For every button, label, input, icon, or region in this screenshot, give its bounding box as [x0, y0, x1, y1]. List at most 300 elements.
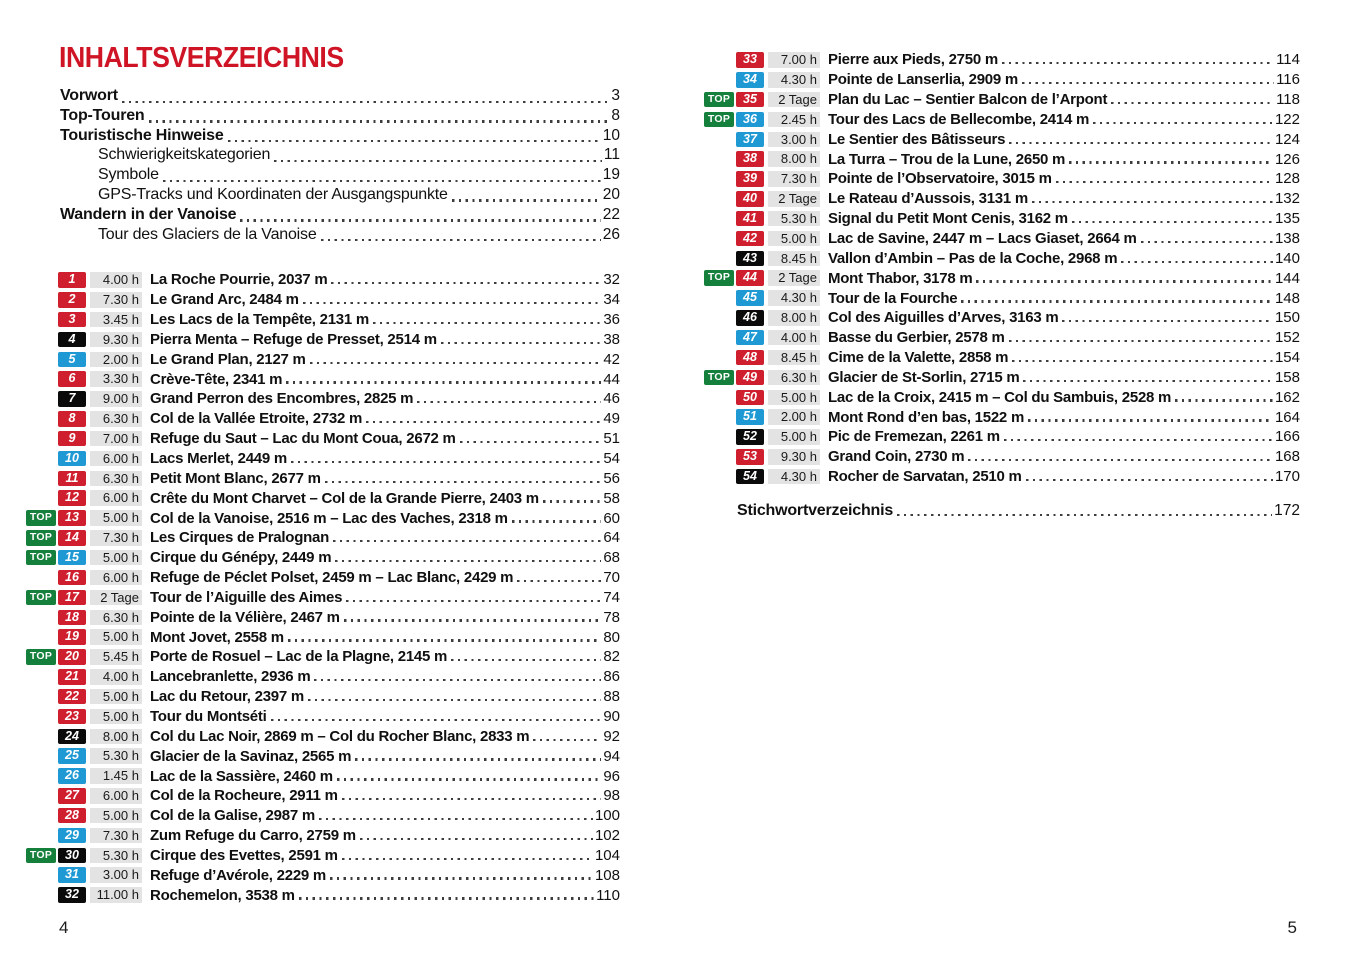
tour-page-number: 60: [603, 509, 620, 527]
tour-page-number: 68: [603, 549, 620, 567]
tour-row: [26, 429, 620, 449]
tour-time: 7.00 h: [90, 431, 142, 447]
tour-title: Tour des Lacs de Bellecombe, 2414 m: [828, 110, 1090, 128]
dot-leader: [319, 818, 593, 820]
tour-page-number: 90: [603, 707, 620, 725]
tour-number-badge: 34: [736, 72, 764, 88]
dot-leader: [1002, 62, 1274, 64]
tour-row: [26, 667, 620, 687]
dot-leader: [308, 699, 601, 701]
tour-time: 4.00 h: [768, 330, 820, 346]
tour-title: Zum Refuge du Carro, 2759 m: [150, 827, 356, 845]
tour-title: Pointe de la Vélière, 2467 m: [150, 608, 340, 626]
tour-number-badge: 8: [58, 411, 86, 427]
tour-number-badge: 11: [58, 471, 86, 487]
tour-page-number: 148: [1274, 289, 1300, 307]
tour-page-number: 150: [1274, 309, 1300, 327]
tour-title: Col du Lac Noir, 2869 m – Col du Rocher Blanc, 2833 m: [150, 727, 530, 745]
tour-time: 5.30 h: [768, 211, 820, 227]
tour-time: 5.00 h: [768, 429, 820, 445]
tour-page-number: 42: [603, 350, 620, 368]
intro-label: GPS-Tracks und Koordinaten der Ausgangspunkte: [98, 185, 448, 203]
tour-time: 6.30 h: [90, 411, 142, 427]
tour-page-number: 154: [1274, 349, 1300, 367]
tour-row: [26, 349, 620, 369]
intro-page-number: 10: [602, 126, 620, 144]
tour-number-badge: 45: [736, 290, 764, 306]
tour-page-number: 94: [603, 747, 620, 765]
intro-list: [60, 87, 620, 245]
tour-page-number: 116: [1276, 71, 1300, 89]
intro-page-number: 8: [611, 106, 620, 124]
tour-title: Crève-Tête, 2341 m: [150, 370, 283, 388]
tour-row: [704, 447, 1300, 467]
tour-row: [26, 786, 620, 806]
tour-time: 8.00 h: [90, 729, 142, 745]
tour-title: Les Cirques de Pralognan: [150, 529, 330, 547]
tour-page-number: 162: [1274, 388, 1300, 406]
tour-row: [704, 387, 1300, 407]
tour-time: 9.30 h: [90, 332, 142, 348]
dot-leader: [1093, 122, 1273, 124]
tour-page-number: 44: [603, 370, 620, 388]
tour-row: [704, 149, 1300, 169]
tour-number-badge: 27: [58, 788, 86, 804]
tour-row: [704, 427, 1300, 447]
index-entry: [737, 502, 1300, 520]
dot-leader: [333, 540, 601, 542]
index-label: Stichwortverzeichnis: [737, 502, 894, 519]
tour-number-badge: 6: [58, 371, 86, 387]
tour-number-badge: 43: [736, 251, 764, 267]
tour-number-badge: 25: [58, 748, 86, 764]
tour-time: 3.30 h: [90, 371, 142, 387]
tour-time: 8.00 h: [768, 151, 820, 167]
tour-title: Col de la Rocheure, 2911 m: [150, 787, 338, 805]
tour-row: [26, 826, 620, 846]
tour-time: 3.45 h: [90, 312, 142, 328]
tour-time: 7.30 h: [90, 828, 142, 844]
toc-intro-row: [60, 127, 620, 147]
tour-row: [26, 885, 620, 905]
tour-title: Lac de la Sassière, 2460 m: [150, 767, 333, 785]
tour-title: Refuge de Péclet Polset, 2459 m – Lac Blanc, 2429 m: [150, 569, 514, 587]
tour-title: Le Sentier des Bâtisseurs: [828, 130, 1006, 148]
tour-page-number: 168: [1274, 448, 1300, 466]
tour-title: Lac de Savine, 2447 m – Lacs Giaset, 2664 m: [828, 230, 1137, 248]
tour-title: Pointe de Lanserlia, 2909 m: [828, 71, 1019, 89]
tour-time: 4.30 h: [768, 469, 820, 485]
top-badge: TOP: [26, 649, 56, 665]
tour-time: 6.00 h: [90, 451, 142, 467]
tour-page-number: 100: [594, 807, 620, 825]
dot-leader: [451, 659, 601, 661]
tour-time: 8.45 h: [768, 251, 820, 267]
dot-leader: [1004, 439, 1273, 441]
dot-leader: [346, 600, 601, 602]
tour-page-number: 78: [603, 608, 620, 626]
dot-leader: [452, 199, 601, 201]
page-title: INHALTSVERZEICHNIS: [59, 42, 344, 74]
tour-title: Tour de la Fourche: [828, 289, 958, 307]
tour-page-number: 34: [603, 291, 620, 309]
tour-title: Le Rateau d’Aussois, 3131 m: [828, 190, 1028, 208]
dot-leader: [303, 302, 602, 304]
intro-label: Vorwort: [60, 87, 118, 104]
tour-time: 4.00 h: [90, 272, 142, 288]
tour-page-number: 86: [603, 668, 620, 686]
dot-leader: [271, 719, 602, 721]
tour-title: La Turra – Trou de la Lune, 2650 m: [828, 150, 1066, 168]
tour-time: 4.00 h: [90, 669, 142, 685]
tour-number-badge: 54: [736, 469, 764, 485]
intro-page-number: 19: [602, 166, 620, 184]
dot-leader: [240, 219, 600, 221]
tour-time: 7.30 h: [90, 292, 142, 308]
tour-page-number: 32: [603, 271, 620, 289]
tour-number-badge: 41: [736, 211, 764, 227]
intro-label: Touristische Hinweise: [60, 126, 224, 144]
tour-title: Glacier de la Savinaz, 2565 m: [150, 747, 352, 765]
tour-title: Mont Rond d’en bas, 1522 m: [828, 408, 1025, 426]
tour-row: [704, 348, 1300, 368]
toc-intro-row: [60, 107, 620, 127]
tour-row: [704, 189, 1300, 209]
dot-leader: [1062, 320, 1273, 322]
tour-page-number: 92: [603, 727, 620, 745]
intro-page-number: 26: [602, 225, 620, 243]
tour-page-number: 152: [1274, 329, 1300, 347]
tour-row: [26, 746, 620, 766]
tour-number-badge: 33: [736, 52, 764, 68]
tour-time: 9.00 h: [90, 391, 142, 407]
tour-title: Pierra Menta – Refuge de Presset, 2514 m: [150, 330, 437, 348]
tour-number-badge: 46: [736, 310, 764, 326]
dot-leader: [335, 560, 601, 562]
dot-leader: [291, 461, 601, 463]
tour-page-number: 46: [603, 390, 620, 408]
dot-leader: [149, 120, 610, 122]
tour-page-number: 64: [603, 529, 620, 547]
toc-intro-row: [60, 206, 620, 226]
tour-time: 7.30 h: [768, 171, 820, 187]
tour-page-number: 114: [1276, 51, 1300, 69]
tour-number-badge: 35: [736, 92, 764, 108]
tour-number-badge: 2: [58, 292, 86, 308]
tour-number-badge: 38: [736, 151, 764, 167]
tour-title: Lac du Retour, 2397 m: [150, 688, 304, 706]
tour-row: [704, 50, 1300, 70]
tour-number-badge: 26: [58, 768, 86, 784]
tour-title: Le Grand Plan, 2127 m: [150, 350, 306, 368]
tour-row: [26, 865, 620, 885]
tour-number-badge: 21: [58, 669, 86, 685]
dot-leader: [1069, 161, 1273, 163]
tour-time: 7.00 h: [768, 52, 820, 68]
tour-time: 5.00 h: [768, 231, 820, 247]
tour-row: [704, 407, 1300, 427]
dot-leader: [1009, 142, 1273, 144]
dot-leader: [325, 481, 602, 483]
dot-leader: [1023, 380, 1273, 382]
tour-title: Rocher de Sarvatan, 2510 m: [828, 468, 1022, 486]
tour-row: [704, 467, 1300, 487]
tour-row: [704, 268, 1300, 288]
tour-title: Col de la Vanoise, 2516 m – Lac des Vaches, 2318 m: [150, 509, 508, 527]
dot-leader: [460, 441, 602, 443]
tour-row: [26, 488, 620, 508]
tour-title: Refuge du Saut – Lac du Mont Coua, 2672 m: [150, 430, 456, 448]
tour-page-number: 164: [1274, 408, 1300, 426]
tour-row: [704, 328, 1300, 348]
tour-time: 8.45 h: [768, 350, 820, 366]
tour-time: 5.00 h: [90, 709, 142, 725]
tour-page-number: 104: [594, 846, 620, 864]
tour-time: 2 Tage: [768, 92, 820, 108]
tour-page-number: 124: [1274, 130, 1300, 148]
tour-number-badge: 15: [58, 550, 86, 566]
intro-label: Schwierigkeitskategorien: [98, 146, 271, 164]
tour-number-badge: 32: [58, 887, 86, 903]
tour-time: 6.30 h: [768, 370, 820, 386]
top-badge: TOP: [704, 112, 734, 128]
tour-row: [704, 129, 1300, 149]
tour-time: 2 Tage: [768, 270, 820, 286]
tour-page-number: 98: [603, 787, 620, 805]
tour-row: [26, 270, 620, 290]
intro-label: Top-Touren: [60, 106, 145, 124]
tour-number-badge: 29: [58, 828, 86, 844]
top-badge: TOP: [704, 370, 734, 386]
tour-title: Basse du Gerbier, 2578 m: [828, 329, 1005, 347]
top-badge: TOP: [26, 510, 56, 526]
tour-title: Glacier de St-Sorlin, 2715 m: [828, 368, 1020, 386]
tour-title: Rochemelon, 3538 m: [150, 886, 295, 904]
tour-time: 2.00 h: [768, 409, 820, 425]
tour-number-badge: 49: [736, 370, 764, 386]
tour-list-left: [26, 270, 620, 905]
tour-page-number: 128: [1274, 170, 1300, 188]
toc-intro-row: [60, 87, 620, 107]
tour-page-number: 102: [594, 827, 620, 845]
tour-row: [26, 449, 620, 469]
tour-title: Grand Coin, 2730 m: [828, 448, 965, 466]
tour-time: 5.30 h: [90, 748, 142, 764]
toc-intro-row: [60, 146, 620, 166]
dot-leader: [286, 381, 601, 383]
dot-leader: [330, 877, 593, 879]
dot-leader: [1012, 360, 1273, 362]
tour-page-number: 135: [1274, 210, 1300, 228]
tour-time: 3.00 h: [90, 867, 142, 883]
tour-time: 4.30 h: [768, 72, 820, 88]
tour-number-badge: 4: [58, 332, 86, 348]
page-folio-left: 4: [59, 918, 69, 937]
tour-number-badge: 19: [58, 629, 86, 645]
dot-leader: [517, 580, 601, 582]
tour-number-badge: 30: [58, 848, 86, 864]
tour-page-number: 144: [1274, 269, 1300, 287]
tour-row: [26, 409, 620, 429]
tour-time: 2 Tage: [90, 590, 142, 606]
dot-leader: [342, 858, 593, 860]
tour-row: [26, 647, 620, 667]
tour-row: [26, 607, 620, 627]
dot-leader: [342, 798, 602, 800]
tour-page-number: 108: [594, 866, 620, 884]
tour-title: Tour de l’Aiguille des Aimes: [150, 588, 343, 606]
top-badge: TOP: [26, 550, 56, 566]
tour-row: [26, 389, 620, 409]
top-badge: TOP: [704, 92, 734, 108]
tour-page-number: 132: [1274, 190, 1300, 208]
tour-page-number: 54: [603, 450, 620, 468]
toc-intro-row: [60, 226, 620, 246]
dot-leader: [344, 619, 602, 621]
tour-number-badge: 12: [58, 490, 86, 506]
tour-page-number: 166: [1274, 428, 1300, 446]
tour-time: 1.45 h: [90, 768, 142, 784]
tour-number-badge: 39: [736, 171, 764, 187]
tour-page-number: 58: [603, 489, 620, 507]
tour-number-badge: 17: [58, 590, 86, 606]
tour-time: 5.00 h: [90, 808, 142, 824]
dot-leader: [314, 679, 601, 681]
tour-number-badge: 50: [736, 390, 764, 406]
tour-number-badge: 10: [58, 451, 86, 467]
tour-title: Mont Thabor, 3178 m: [828, 269, 973, 287]
tour-time: 6.00 h: [90, 788, 142, 804]
tour-number-badge: 36: [736, 112, 764, 128]
tour-title: Col de la Vallée Etroite, 2732 m: [150, 410, 363, 428]
tour-page-number: 38: [603, 330, 620, 348]
dot-leader: [1072, 221, 1273, 223]
tour-time: 6.00 h: [90, 570, 142, 586]
tour-row: [26, 290, 620, 310]
tour-title: Crête du Mont Charvet – Col de la Grande Pierre, 2403 m: [150, 489, 539, 507]
tour-title: Petit Mont Blanc, 2677 m: [150, 469, 321, 487]
intro-page-number: 22: [602, 205, 620, 223]
tour-time: 6.00 h: [90, 490, 142, 506]
tour-title: Cirque des Evettes, 2591 m: [150, 846, 338, 864]
tour-title: Pic de Fremezan, 2261 m: [828, 428, 1000, 446]
tour-number-badge: 24: [58, 729, 86, 745]
tour-title: Col de la Galise, 2987 m: [150, 807, 315, 825]
top-badge: TOP: [704, 270, 734, 286]
tour-row: [26, 310, 620, 330]
tour-number-badge: 44: [736, 270, 764, 286]
tour-time: 6.30 h: [90, 610, 142, 626]
tour-number-badge: 16: [58, 570, 86, 586]
tour-time: 2.00 h: [90, 352, 142, 368]
tour-number-badge: 31: [58, 867, 86, 883]
dot-leader: [299, 897, 594, 899]
tour-time: 6.30 h: [90, 471, 142, 487]
tour-number-badge: 23: [58, 709, 86, 725]
tour-page-number: 170: [1274, 468, 1300, 486]
dot-leader: [274, 160, 602, 162]
tour-page-number: 56: [603, 469, 620, 487]
tour-page-number: 70: [603, 569, 620, 587]
tour-number-badge: 22: [58, 689, 86, 705]
tour-row: [26, 548, 620, 568]
intro-label: Tour des Glaciers de la Vanoise: [98, 225, 317, 243]
tour-row: [704, 90, 1300, 110]
dot-leader: [373, 322, 601, 324]
tour-number-badge: 9: [58, 431, 86, 447]
tour-time: 2 Tage: [768, 191, 820, 207]
tour-title: Pointe de l’Observatoire, 3015 m: [828, 170, 1052, 188]
dot-leader: [337, 778, 602, 780]
tour-title: Mont Jovet, 2558 m: [150, 628, 284, 646]
dot-leader: [310, 362, 602, 364]
tour-row: [26, 369, 620, 389]
tour-row: [26, 528, 620, 548]
tour-time: 5.00 h: [90, 510, 142, 526]
dot-leader: [360, 838, 593, 840]
tour-time: 7.30 h: [90, 530, 142, 546]
dot-leader: [355, 758, 601, 760]
intro-label: Wandern in der Vanoise: [60, 205, 237, 223]
dot-leader: [1009, 340, 1273, 342]
tour-number-badge: 51: [736, 409, 764, 425]
tour-number-badge: 42: [736, 231, 764, 247]
tour-time: 5.30 h: [90, 848, 142, 864]
tour-title: Porte de Rosuel – Lac de la Plagne, 2145 m: [150, 648, 448, 666]
tour-title: Les Lacs de la Tempête, 2131 m: [150, 311, 370, 329]
top-badge: TOP: [26, 848, 56, 864]
dot-leader: [1026, 479, 1273, 481]
tour-row: [26, 845, 620, 865]
tour-title: Grand Perron des Encombres, 2825 m: [150, 390, 414, 408]
dot-leader: [976, 280, 1273, 282]
dot-leader: [1056, 181, 1273, 183]
tour-time: 5.00 h: [90, 629, 142, 645]
dot-leader: [122, 101, 610, 103]
tour-title: Refuge d’Avérole, 2229 m: [150, 866, 327, 884]
dot-leader: [1028, 419, 1273, 421]
tour-title: Lacs Merlet, 2449 m: [150, 450, 287, 468]
dot-leader: [417, 401, 601, 403]
dot-leader: [331, 282, 601, 284]
tour-number-badge: 5: [58, 352, 86, 368]
tour-page-number: 82: [603, 648, 620, 666]
tour-time: 5.00 h: [90, 689, 142, 705]
tour-number-badge: 37: [736, 132, 764, 148]
tour-time: 3.00 h: [768, 132, 820, 148]
dot-leader: [366, 421, 601, 423]
tour-time: 9.30 h: [768, 449, 820, 465]
tour-page-number: 138: [1274, 230, 1300, 248]
tour-page-number: 36: [603, 311, 620, 329]
intro-page-number: 11: [603, 146, 620, 164]
intro-label: Symbole: [98, 166, 159, 184]
tour-row: [26, 468, 620, 488]
tour-title: Pierre aux Pieds, 2750 m: [828, 51, 998, 69]
tour-title: Cime de la Valette, 2858 m: [828, 349, 1009, 367]
dot-leader: [321, 239, 601, 241]
tour-row: [26, 627, 620, 647]
tour-row: [704, 229, 1300, 249]
tour-time: 5.00 h: [90, 550, 142, 566]
tour-row: [704, 110, 1300, 130]
tour-number-badge: 48: [736, 350, 764, 366]
tour-number-badge: 3: [58, 312, 86, 328]
toc-intro-row: [60, 186, 620, 206]
intro-page-number: 3: [611, 87, 620, 104]
intro-page-number: 20: [602, 185, 620, 203]
tour-number-badge: 1: [58, 272, 86, 288]
